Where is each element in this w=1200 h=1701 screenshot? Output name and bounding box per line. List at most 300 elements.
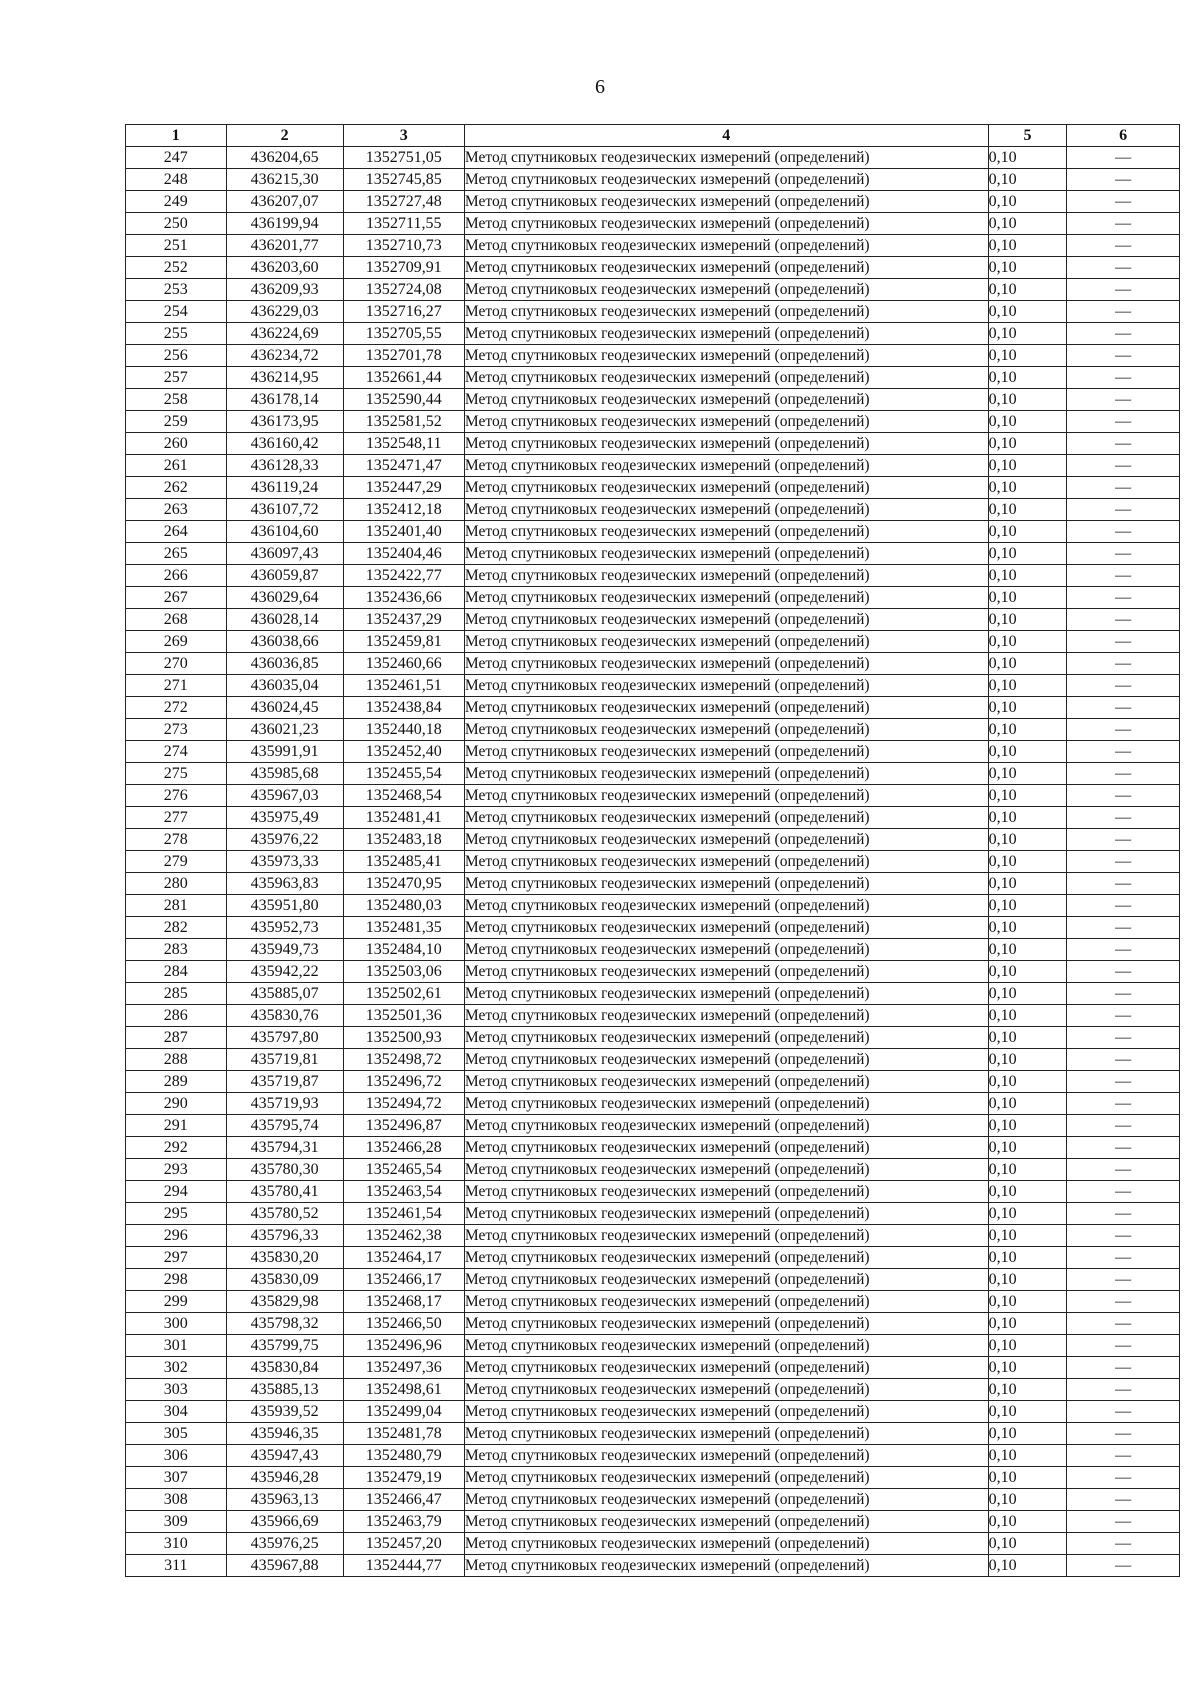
note-cell: — — [1067, 1159, 1180, 1181]
coord-y-cell: 1352461,54 — [343, 1203, 464, 1225]
coord-y-cell: 1352422,77 — [343, 565, 464, 587]
table-row — [126, 367, 1180, 389]
note-cell: — — [1067, 741, 1180, 763]
accuracy-cell: 0,10 — [988, 147, 1067, 169]
coord-x-cell: 435975,49 — [226, 807, 343, 829]
coord-y-cell: 1352457,20 — [343, 1533, 464, 1555]
accuracy-cell: 0,10 — [988, 565, 1067, 587]
accuracy-cell: 0,10 — [988, 1489, 1067, 1511]
coord-y-cell: 1352468,17 — [343, 1291, 464, 1313]
note-cell: — — [1067, 521, 1180, 543]
coord-x-cell: 436199,94 — [226, 213, 343, 235]
coord-y-cell: 1352701,78 — [343, 345, 464, 367]
table-row — [126, 1269, 1180, 1291]
note-cell: — — [1067, 1005, 1180, 1027]
note-cell: — — [1067, 631, 1180, 653]
coord-x-cell: 436021,23 — [226, 719, 343, 741]
method-cell: Метод спутниковых геодезических измерений (определений) — [464, 169, 988, 191]
coord-x-cell: 435967,88 — [226, 1555, 343, 1577]
coord-y-cell: 1352459,81 — [343, 631, 464, 653]
coord-x-cell: 436203,60 — [226, 257, 343, 279]
table-row — [126, 829, 1180, 851]
point-number-cell: 307 — [126, 1467, 227, 1489]
accuracy-cell: 0,10 — [988, 323, 1067, 345]
accuracy-cell: 0,10 — [988, 917, 1067, 939]
coord-y-cell: 1352461,51 — [343, 675, 464, 697]
accuracy-cell: 0,10 — [988, 873, 1067, 895]
note-cell: — — [1067, 411, 1180, 433]
table-row — [126, 741, 1180, 763]
note-cell: — — [1067, 367, 1180, 389]
point-number-cell: 256 — [126, 345, 227, 367]
accuracy-cell: 0,10 — [988, 477, 1067, 499]
coord-x-cell: 436224,69 — [226, 323, 343, 345]
point-number-cell: 261 — [126, 455, 227, 477]
coord-x-cell: 435795,74 — [226, 1115, 343, 1137]
table-row — [126, 1533, 1180, 1555]
table-row — [126, 279, 1180, 301]
method-cell: Метод спутниковых геодезических измерений (определений) — [464, 807, 988, 829]
point-number-cell: 273 — [126, 719, 227, 741]
coord-x-cell: 435973,33 — [226, 851, 343, 873]
method-cell: Метод спутниковых геодезических измерений (определений) — [464, 301, 988, 323]
point-number-cell: 290 — [126, 1093, 227, 1115]
accuracy-cell: 0,10 — [988, 411, 1067, 433]
coord-y-cell: 1352497,36 — [343, 1357, 464, 1379]
coordinates-table — [125, 124, 1180, 1577]
coord-y-cell: 1352466,28 — [343, 1137, 464, 1159]
point-number-cell: 283 — [126, 939, 227, 961]
accuracy-cell: 0,10 — [988, 1093, 1067, 1115]
table-row — [126, 323, 1180, 345]
coord-x-cell: 436214,95 — [226, 367, 343, 389]
note-cell: — — [1067, 477, 1180, 499]
accuracy-cell: 0,10 — [988, 1401, 1067, 1423]
note-cell: — — [1067, 543, 1180, 565]
table-row — [126, 1313, 1180, 1335]
note-cell: — — [1067, 191, 1180, 213]
coord-y-cell: 1352468,54 — [343, 785, 464, 807]
coord-y-cell: 1352705,55 — [343, 323, 464, 345]
coord-y-cell: 1352484,10 — [343, 939, 464, 961]
point-number-cell: 285 — [126, 983, 227, 1005]
coord-y-cell: 1352500,93 — [343, 1027, 464, 1049]
point-number-cell: 267 — [126, 587, 227, 609]
note-cell: — — [1067, 1203, 1180, 1225]
point-number-cell: 266 — [126, 565, 227, 587]
point-number-cell: 279 — [126, 851, 227, 873]
coord-x-cell: 435780,52 — [226, 1203, 343, 1225]
header-col-6: 6 — [1067, 125, 1180, 147]
coord-y-cell: 1352716,27 — [343, 301, 464, 323]
point-number-cell: 303 — [126, 1379, 227, 1401]
coord-y-cell: 1352480,79 — [343, 1445, 464, 1467]
table-row — [126, 719, 1180, 741]
method-cell: Метод спутниковых геодезических измерений (определений) — [464, 433, 988, 455]
coord-x-cell: 436038,66 — [226, 631, 343, 653]
note-cell: — — [1067, 1071, 1180, 1093]
coord-y-cell: 1352485,41 — [343, 851, 464, 873]
point-number-cell: 265 — [126, 543, 227, 565]
coord-y-cell: 1352455,54 — [343, 763, 464, 785]
point-number-cell: 286 — [126, 1005, 227, 1027]
note-cell: — — [1067, 719, 1180, 741]
note-cell: — — [1067, 257, 1180, 279]
point-number-cell: 295 — [126, 1203, 227, 1225]
table-row — [126, 1137, 1180, 1159]
point-number-cell: 249 — [126, 191, 227, 213]
method-cell: Метод спутниковых геодезических измерений (определений) — [464, 1115, 988, 1137]
note-cell: — — [1067, 917, 1180, 939]
coord-x-cell: 435985,68 — [226, 763, 343, 785]
coord-x-cell: 435830,84 — [226, 1357, 343, 1379]
method-cell: Метод спутниковых геодезических измерений (определений) — [464, 455, 988, 477]
point-number-cell: 308 — [126, 1489, 227, 1511]
coord-x-cell: 435794,31 — [226, 1137, 343, 1159]
point-number-cell: 278 — [126, 829, 227, 851]
coord-y-cell: 1352463,54 — [343, 1181, 464, 1203]
coord-y-cell: 1352464,17 — [343, 1247, 464, 1269]
coord-y-cell: 1352437,29 — [343, 609, 464, 631]
method-cell: Метод спутниковых геодезических измерений (определений) — [464, 345, 988, 367]
coord-x-cell: 436059,87 — [226, 565, 343, 587]
table-row — [126, 1423, 1180, 1445]
table-row — [126, 433, 1180, 455]
coord-y-cell: 1352481,41 — [343, 807, 464, 829]
table-row — [126, 257, 1180, 279]
method-cell: Метод спутниковых геодезических измерений (определений) — [464, 235, 988, 257]
coord-y-cell: 1352462,38 — [343, 1225, 464, 1247]
coord-x-cell: 435991,91 — [226, 741, 343, 763]
table-row — [126, 961, 1180, 983]
accuracy-cell: 0,10 — [988, 741, 1067, 763]
coord-y-cell: 1352727,48 — [343, 191, 464, 213]
table-row — [126, 1291, 1180, 1313]
coord-x-cell: 435830,76 — [226, 1005, 343, 1027]
method-cell: Метод спутниковых геодезических измерений (определений) — [464, 411, 988, 433]
table-row — [126, 345, 1180, 367]
method-cell: Метод спутниковых геодезических измерений (определений) — [464, 1291, 988, 1313]
coord-x-cell: 435780,41 — [226, 1181, 343, 1203]
method-cell: Метод спутниковых геодезических измерений (определений) — [464, 1489, 988, 1511]
accuracy-cell: 0,10 — [988, 653, 1067, 675]
coord-x-cell: 435830,20 — [226, 1247, 343, 1269]
note-cell: — — [1067, 279, 1180, 301]
note-cell: — — [1067, 213, 1180, 235]
method-cell: Метод спутниковых геодезических измерений (определений) — [464, 609, 988, 631]
table-row — [126, 499, 1180, 521]
table-row — [126, 917, 1180, 939]
point-number-cell: 254 — [126, 301, 227, 323]
coord-y-cell: 1352471,47 — [343, 455, 464, 477]
coord-x-cell: 435799,75 — [226, 1335, 343, 1357]
point-number-cell: 299 — [126, 1291, 227, 1313]
point-number-cell: 296 — [126, 1225, 227, 1247]
coord-x-cell: 436234,72 — [226, 345, 343, 367]
coord-y-cell: 1352466,50 — [343, 1313, 464, 1335]
point-number-cell: 270 — [126, 653, 227, 675]
coord-x-cell: 435797,80 — [226, 1027, 343, 1049]
point-number-cell: 252 — [126, 257, 227, 279]
coord-x-cell: 435946,28 — [226, 1467, 343, 1489]
table-row — [126, 1071, 1180, 1093]
coord-x-cell: 435942,22 — [226, 961, 343, 983]
note-cell: — — [1067, 1137, 1180, 1159]
table-header-row — [126, 125, 1180, 147]
accuracy-cell: 0,10 — [988, 1511, 1067, 1533]
point-number-cell: 247 — [126, 147, 227, 169]
coord-x-cell: 435952,73 — [226, 917, 343, 939]
note-cell: — — [1067, 499, 1180, 521]
table-row — [126, 301, 1180, 323]
header-col-4: 4 — [464, 125, 988, 147]
accuracy-cell: 0,10 — [988, 1313, 1067, 1335]
method-cell: Метод спутниковых геодезических измерений (определений) — [464, 367, 988, 389]
note-cell: — — [1067, 1533, 1180, 1555]
coord-y-cell: 1352501,36 — [343, 1005, 464, 1027]
accuracy-cell: 0,10 — [988, 367, 1067, 389]
coord-y-cell: 1352481,35 — [343, 917, 464, 939]
method-cell: Метод спутниковых геодезических измерений (определений) — [464, 1511, 988, 1533]
table-row — [126, 1005, 1180, 1027]
coord-y-cell: 1352481,78 — [343, 1423, 464, 1445]
accuracy-cell: 0,10 — [988, 983, 1067, 1005]
accuracy-cell: 0,10 — [988, 895, 1067, 917]
table-row — [126, 191, 1180, 213]
point-number-cell: 293 — [126, 1159, 227, 1181]
point-number-cell: 259 — [126, 411, 227, 433]
accuracy-cell: 0,10 — [988, 257, 1067, 279]
accuracy-cell: 0,10 — [988, 1357, 1067, 1379]
note-cell: — — [1067, 1555, 1180, 1577]
coord-x-cell: 436178,14 — [226, 389, 343, 411]
table-row — [126, 477, 1180, 499]
accuracy-cell: 0,10 — [988, 1203, 1067, 1225]
method-cell: Метод спутниковых геодезических измерений (определений) — [464, 1445, 988, 1467]
coord-x-cell: 435719,93 — [226, 1093, 343, 1115]
note-cell: — — [1067, 235, 1180, 257]
method-cell: Метод спутниковых геодезических измерений (определений) — [464, 191, 988, 213]
note-cell: — — [1067, 301, 1180, 323]
accuracy-cell: 0,10 — [988, 939, 1067, 961]
accuracy-cell: 0,10 — [988, 851, 1067, 873]
accuracy-cell: 0,10 — [988, 521, 1067, 543]
table-row — [126, 1401, 1180, 1423]
note-cell: — — [1067, 565, 1180, 587]
coord-y-cell: 1352438,84 — [343, 697, 464, 719]
note-cell: — — [1067, 1445, 1180, 1467]
note-cell: — — [1067, 1247, 1180, 1269]
coord-y-cell: 1352436,66 — [343, 587, 464, 609]
method-cell: Метод спутниковых геодезических измерений (определений) — [464, 873, 988, 895]
coord-y-cell: 1352710,73 — [343, 235, 464, 257]
point-number-cell: 304 — [126, 1401, 227, 1423]
coord-y-cell: 1352498,72 — [343, 1049, 464, 1071]
note-cell: — — [1067, 961, 1180, 983]
accuracy-cell: 0,10 — [988, 675, 1067, 697]
note-cell: — — [1067, 851, 1180, 873]
note-cell: — — [1067, 323, 1180, 345]
table-row — [126, 1335, 1180, 1357]
method-cell: Метод спутниковых геодезических измерений (определений) — [464, 543, 988, 565]
coord-x-cell: 435885,07 — [226, 983, 343, 1005]
method-cell: Метод спутниковых геодезических измерений (определений) — [464, 1423, 988, 1445]
table-row — [126, 1357, 1180, 1379]
accuracy-cell: 0,10 — [988, 1467, 1067, 1489]
point-number-cell: 264 — [126, 521, 227, 543]
table-row — [126, 565, 1180, 587]
coord-y-cell: 1352503,06 — [343, 961, 464, 983]
coord-y-cell: 1352401,40 — [343, 521, 464, 543]
coord-x-cell: 436204,65 — [226, 147, 343, 169]
coord-y-cell: 1352496,72 — [343, 1071, 464, 1093]
accuracy-cell: 0,10 — [988, 191, 1067, 213]
method-cell: Метод спутниковых геодезических измерений (определений) — [464, 1269, 988, 1291]
method-cell: Метод спутниковых геодезических измерений (определений) — [464, 565, 988, 587]
coord-y-cell: 1352496,96 — [343, 1335, 464, 1357]
coord-y-cell: 1352498,61 — [343, 1379, 464, 1401]
method-cell: Метод спутниковых геодезических измерений (определений) — [464, 213, 988, 235]
method-cell: Метод спутниковых геодезических измерений (определений) — [464, 741, 988, 763]
accuracy-cell: 0,10 — [988, 455, 1067, 477]
point-number-cell: 292 — [126, 1137, 227, 1159]
method-cell: Метод спутниковых геодезических измерений (определений) — [464, 1137, 988, 1159]
accuracy-cell: 0,10 — [988, 1335, 1067, 1357]
coord-y-cell: 1352444,77 — [343, 1555, 464, 1577]
accuracy-cell: 0,10 — [988, 389, 1067, 411]
method-cell: Метод спутниковых геодезических измерений (определений) — [464, 521, 988, 543]
method-cell: Метод спутниковых геодезических измерений (определений) — [464, 1379, 988, 1401]
accuracy-cell: 0,10 — [988, 1049, 1067, 1071]
note-cell: — — [1067, 389, 1180, 411]
point-number-cell: 253 — [126, 279, 227, 301]
coord-x-cell: 435798,32 — [226, 1313, 343, 1335]
method-cell: Метод спутниковых геодезических измерений (определений) — [464, 279, 988, 301]
coord-x-cell: 436173,95 — [226, 411, 343, 433]
coord-x-cell: 435976,22 — [226, 829, 343, 851]
table-row — [126, 1467, 1180, 1489]
coord-x-cell: 435939,52 — [226, 1401, 343, 1423]
accuracy-cell: 0,10 — [988, 719, 1067, 741]
coord-y-cell: 1352465,54 — [343, 1159, 464, 1181]
coord-x-cell: 435829,98 — [226, 1291, 343, 1313]
note-cell: — — [1067, 983, 1180, 1005]
coord-y-cell: 1352581,52 — [343, 411, 464, 433]
note-cell: — — [1067, 345, 1180, 367]
coord-x-cell: 435830,09 — [226, 1269, 343, 1291]
accuracy-cell: 0,10 — [988, 1027, 1067, 1049]
note-cell: — — [1067, 1269, 1180, 1291]
method-cell: Метод спутниковых геодезических измерений (определений) — [464, 983, 988, 1005]
coord-x-cell: 436215,30 — [226, 169, 343, 191]
coord-y-cell: 1352661,44 — [343, 367, 464, 389]
method-cell: Метод спутниковых геодезических измерений (определений) — [464, 499, 988, 521]
coord-y-cell: 1352460,66 — [343, 653, 464, 675]
header-col-5: 5 — [988, 125, 1067, 147]
accuracy-cell: 0,10 — [988, 1379, 1067, 1401]
note-cell: — — [1067, 609, 1180, 631]
point-number-cell: 277 — [126, 807, 227, 829]
accuracy-cell: 0,10 — [988, 587, 1067, 609]
note-cell: — — [1067, 807, 1180, 829]
coord-x-cell: 436029,64 — [226, 587, 343, 609]
table-row — [126, 169, 1180, 191]
table-row — [126, 543, 1180, 565]
table-row — [126, 235, 1180, 257]
method-cell: Метод спутниковых геодезических измерений (определений) — [464, 851, 988, 873]
method-cell: Метод спутниковых геодезических измерений (определений) — [464, 719, 988, 741]
point-number-cell: 269 — [126, 631, 227, 653]
coord-x-cell: 435967,03 — [226, 785, 343, 807]
table-body — [126, 147, 1180, 1577]
note-cell: — — [1067, 1467, 1180, 1489]
note-cell: — — [1067, 895, 1180, 917]
coord-y-cell: 1352404,46 — [343, 543, 464, 565]
accuracy-cell: 0,10 — [988, 1225, 1067, 1247]
note-cell: — — [1067, 829, 1180, 851]
table-row — [126, 851, 1180, 873]
accuracy-cell: 0,10 — [988, 169, 1067, 191]
table-row — [126, 1489, 1180, 1511]
method-cell: Метод спутниковых геодезических измерений (определений) — [464, 763, 988, 785]
table-row — [126, 873, 1180, 895]
coord-y-cell: 1352711,55 — [343, 213, 464, 235]
accuracy-cell: 0,10 — [988, 1269, 1067, 1291]
note-cell: — — [1067, 433, 1180, 455]
point-number-cell: 282 — [126, 917, 227, 939]
table-row — [126, 1379, 1180, 1401]
note-cell: — — [1067, 1313, 1180, 1335]
coord-x-cell: 435796,33 — [226, 1225, 343, 1247]
method-cell: Метод спутниковых геодезических измерений (определений) — [464, 1357, 988, 1379]
note-cell: — — [1067, 939, 1180, 961]
note-cell: — — [1067, 1357, 1180, 1379]
coord-x-cell: 435946,35 — [226, 1423, 343, 1445]
accuracy-cell: 0,10 — [988, 1445, 1067, 1467]
method-cell: Метод спутниковых геодезических измерений (определений) — [464, 675, 988, 697]
note-cell: — — [1067, 1093, 1180, 1115]
coord-y-cell: 1352499,04 — [343, 1401, 464, 1423]
accuracy-cell: 0,10 — [988, 1555, 1067, 1577]
coord-x-cell: 436207,07 — [226, 191, 343, 213]
accuracy-cell: 0,10 — [988, 609, 1067, 631]
table-row — [126, 939, 1180, 961]
accuracy-cell: 0,10 — [988, 829, 1067, 851]
coord-x-cell: 436097,43 — [226, 543, 343, 565]
method-cell: Метод спутниковых геодезических измерений (определений) — [464, 389, 988, 411]
coord-y-cell: 1352494,72 — [343, 1093, 464, 1115]
point-number-cell: 300 — [126, 1313, 227, 1335]
accuracy-cell: 0,10 — [988, 345, 1067, 367]
table-row — [126, 631, 1180, 653]
coord-y-cell: 1352466,17 — [343, 1269, 464, 1291]
method-cell: Метод спутниковых геодезических измерений (определений) — [464, 1049, 988, 1071]
accuracy-cell: 0,10 — [988, 763, 1067, 785]
method-cell: Метод спутниковых геодезических измерений (определений) — [464, 1005, 988, 1027]
table-row — [126, 609, 1180, 631]
accuracy-cell: 0,10 — [988, 961, 1067, 983]
note-cell: — — [1067, 873, 1180, 895]
method-cell: Метод спутниковых геодезических измерений (определений) — [464, 1247, 988, 1269]
table-row — [126, 895, 1180, 917]
coord-y-cell: 1352745,85 — [343, 169, 464, 191]
accuracy-cell: 0,10 — [988, 1159, 1067, 1181]
coord-y-cell: 1352709,91 — [343, 257, 464, 279]
method-cell: Метод спутниковых геодезических измерений (определений) — [464, 477, 988, 499]
note-cell: — — [1067, 1027, 1180, 1049]
point-number-cell: 297 — [126, 1247, 227, 1269]
note-cell: — — [1067, 1335, 1180, 1357]
